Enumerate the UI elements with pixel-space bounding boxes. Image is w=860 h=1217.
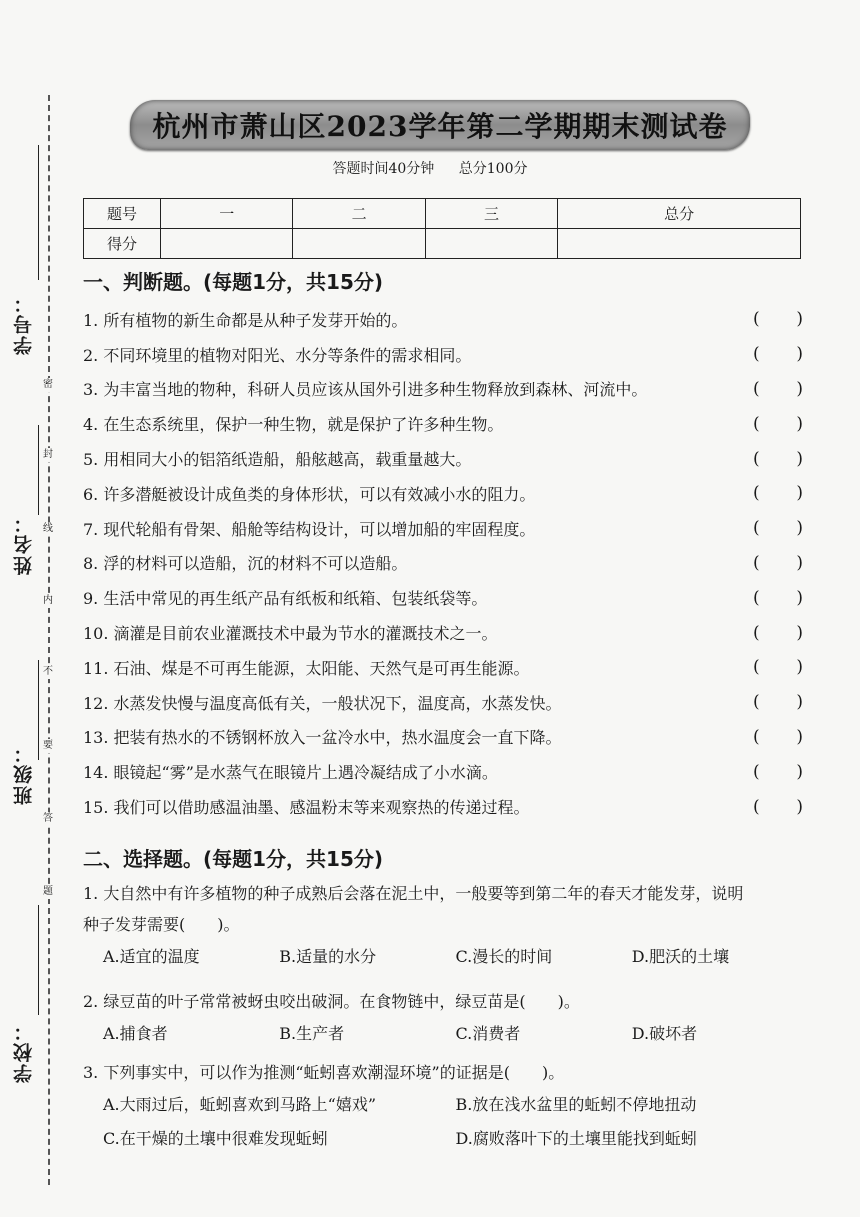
answer-blank[interactable]: ( ): [753, 587, 803, 608]
question-row: [83, 580, 803, 615]
exam-title: 杭州市萧山区2023学年第二学期期末测试卷: [152, 110, 728, 143]
answer-blank[interactable]: ( ): [753, 448, 803, 469]
option-d[interactable]: D.腐败落叶下的土壤里能找到蚯蚓: [455, 1129, 697, 1148]
answer-blank[interactable]: ( ): [753, 413, 803, 434]
class-label: 班级：: [13, 742, 35, 805]
options: [83, 940, 808, 974]
question-stem: 种子发芽需要( )。: [83, 915, 240, 934]
question-stem: 3. 下列事实中，可以作为推测“蚯蚓喜欢潮湿环境”的证据是( )。: [83, 1063, 565, 1082]
option-a[interactable]: A.捕食者: [103, 1024, 168, 1043]
time-info: 答题时间40分钟: [332, 161, 435, 177]
seal-char: 线: [40, 522, 56, 536]
question-text: 3. 为丰富当地的物种，科研人员应该从国外引进多种生物释放到森林、河流中。: [83, 380, 648, 400]
question-text: 1. 所有植物的新生命都是从种子发芽开始的。: [83, 310, 408, 330]
section2-title: 二、选择题。(每题1分，共15分): [83, 847, 384, 871]
table-header-cell: 三: [425, 199, 557, 229]
class-line[interactable]: [38, 660, 39, 760]
score-table: [83, 198, 801, 259]
question-row: [83, 650, 803, 685]
student-id-label: 学号：: [13, 292, 35, 355]
option-b[interactable]: B.生产者: [279, 1024, 345, 1043]
name-label: 姓名：: [13, 512, 35, 575]
table-header-cell: 二: [293, 199, 425, 229]
table-header-cell: 题号: [84, 199, 161, 229]
option-d[interactable]: D.破坏者: [631, 1024, 698, 1043]
seal-char: 题: [40, 885, 56, 899]
choice-question-3: [83, 1057, 808, 1156]
question-text: 14. 眼镜起“雾”是水蒸气在眼镜片上遇冷凝结成了小水滴。: [83, 763, 498, 783]
answer-blank[interactable]: ( ): [753, 692, 803, 713]
answer-blank[interactable]: ( ): [753, 378, 803, 399]
title-banner: [130, 100, 750, 150]
question-text: 2. 不同环境里的植物对阳光、水分等条件的需求相同。: [83, 345, 472, 365]
question-text: 4. 在生态系统里，保护一种生物，就是保护了许多种生物。: [83, 415, 504, 435]
seal-char: 答: [40, 812, 56, 826]
answer-blank[interactable]: ( ): [753, 518, 803, 539]
question-row: [83, 685, 803, 720]
question-text: 15. 我们可以借助感温油墨、感温粉末等来观察热的传递过程。: [83, 798, 530, 818]
question-text: 5. 用相同大小的铝箔纸造船，船舷越高，载重量越大。: [83, 450, 472, 470]
answer-blank[interactable]: ( ): [753, 344, 803, 365]
question-row: [83, 789, 803, 824]
options: [83, 1017, 808, 1051]
answer-blank[interactable]: ( ): [753, 309, 803, 330]
option-c[interactable]: C.漫长的时间: [455, 947, 553, 966]
table-header-cell: 一: [161, 199, 293, 229]
choice-question-1: [83, 878, 808, 974]
options: [83, 1122, 808, 1156]
table-header-cell: 总分: [558, 199, 801, 229]
answer-blank[interactable]: ( ): [753, 657, 803, 678]
question-row: [83, 406, 803, 441]
question-text: 8. 浮的材料可以造船，沉的材料不可以造船。: [83, 554, 408, 574]
question-stem: 1. 大自然中有许多植物的种子成熟后会落在泥土中，一般要等到第二年的春天才能发芽，说明: [83, 884, 744, 903]
answer-blank[interactable]: ( ): [753, 552, 803, 573]
seal-char: 密: [40, 378, 56, 392]
option-b[interactable]: B.适量的水分: [279, 947, 377, 966]
question-row: [83, 302, 803, 337]
true-false-list: [83, 302, 803, 824]
option-b[interactable]: B.放在浅水盆里的蚯蚓不停地扭动: [455, 1095, 697, 1114]
question-row: [83, 511, 803, 546]
answer-blank[interactable]: ( ): [753, 726, 803, 747]
question-row: [83, 615, 803, 650]
question-row: [83, 754, 803, 789]
answer-blank[interactable]: ( ): [753, 761, 803, 782]
question-stem: 2. 绿豆苗的叶子常常被蚜虫咬出破洞。在食物链中，绿豆苗是( )。: [83, 992, 580, 1011]
question-text: 11. 石油、煤是不可再生能源，太阳能、天然气是可再生能源。: [83, 658, 530, 678]
score-cell[interactable]: [558, 229, 801, 259]
question-text: 7. 现代轮船有骨架、船舱等结构设计，可以增加船的牢固程度。: [83, 519, 536, 539]
option-c[interactable]: C.消费者: [455, 1024, 521, 1043]
exam-info: [0, 158, 860, 178]
total-info: 总分100分: [458, 161, 528, 177]
option-c[interactable]: C.在干燥的土壤中很难发现蚯蚓: [103, 1129, 328, 1148]
question-text: 6. 许多潜艇被设计成鱼类的身体形状，可以有效减小水的阻力。: [83, 484, 536, 504]
section1-title: 一、判断题。(每题1分，共15分): [83, 270, 384, 294]
answer-blank[interactable]: ( ): [753, 622, 803, 643]
question-row: [83, 441, 803, 476]
option-a[interactable]: A.适宜的温度: [103, 947, 200, 966]
question-text: 10. 滴灌是目前农业灌溉技术中最为节水的灌溉技术之一。: [83, 624, 498, 644]
option-d[interactable]: D.肥沃的土壤: [631, 947, 730, 966]
choice-question-2: [83, 986, 808, 1051]
seal-char: 内: [40, 594, 56, 608]
question-row: [83, 337, 803, 372]
seal-char: 封: [40, 448, 56, 462]
question-text: 12. 水蒸发快慢与温度高低有关，一般状况下，温度高，水蒸发快。: [83, 693, 562, 713]
question-row: [83, 720, 803, 755]
score-cell[interactable]: [161, 229, 293, 259]
name-line[interactable]: [38, 425, 39, 515]
score-cell[interactable]: [425, 229, 557, 259]
seal-char: 不: [40, 665, 56, 679]
score-table-row: [84, 229, 801, 259]
school-line[interactable]: [38, 905, 39, 1015]
question-row: [83, 476, 803, 511]
table-row-label: 得分: [84, 229, 161, 259]
binding-dashed-line: [48, 95, 50, 1185]
question-row: [83, 372, 803, 407]
options: [83, 1088, 808, 1122]
score-table-header-row: [84, 199, 801, 229]
school-label: 学校：: [13, 1020, 35, 1083]
question-text: 9. 生活中常见的再生纸产品有纸板和纸箱、包装纸袋等。: [83, 589, 488, 609]
option-a[interactable]: A.大雨过后，蚯蚓喜欢到马路上“嬉戏”: [103, 1095, 377, 1114]
seal-char: 要: [40, 739, 56, 753]
answer-blank[interactable]: ( ): [753, 483, 803, 504]
question-row: [83, 546, 803, 581]
question-text: 13. 把装有热水的不锈钢杯放入一盆冷水中，热水温度会一直下降。: [83, 728, 562, 748]
answer-blank[interactable]: ( ): [753, 796, 803, 817]
score-cell[interactable]: [293, 229, 425, 259]
